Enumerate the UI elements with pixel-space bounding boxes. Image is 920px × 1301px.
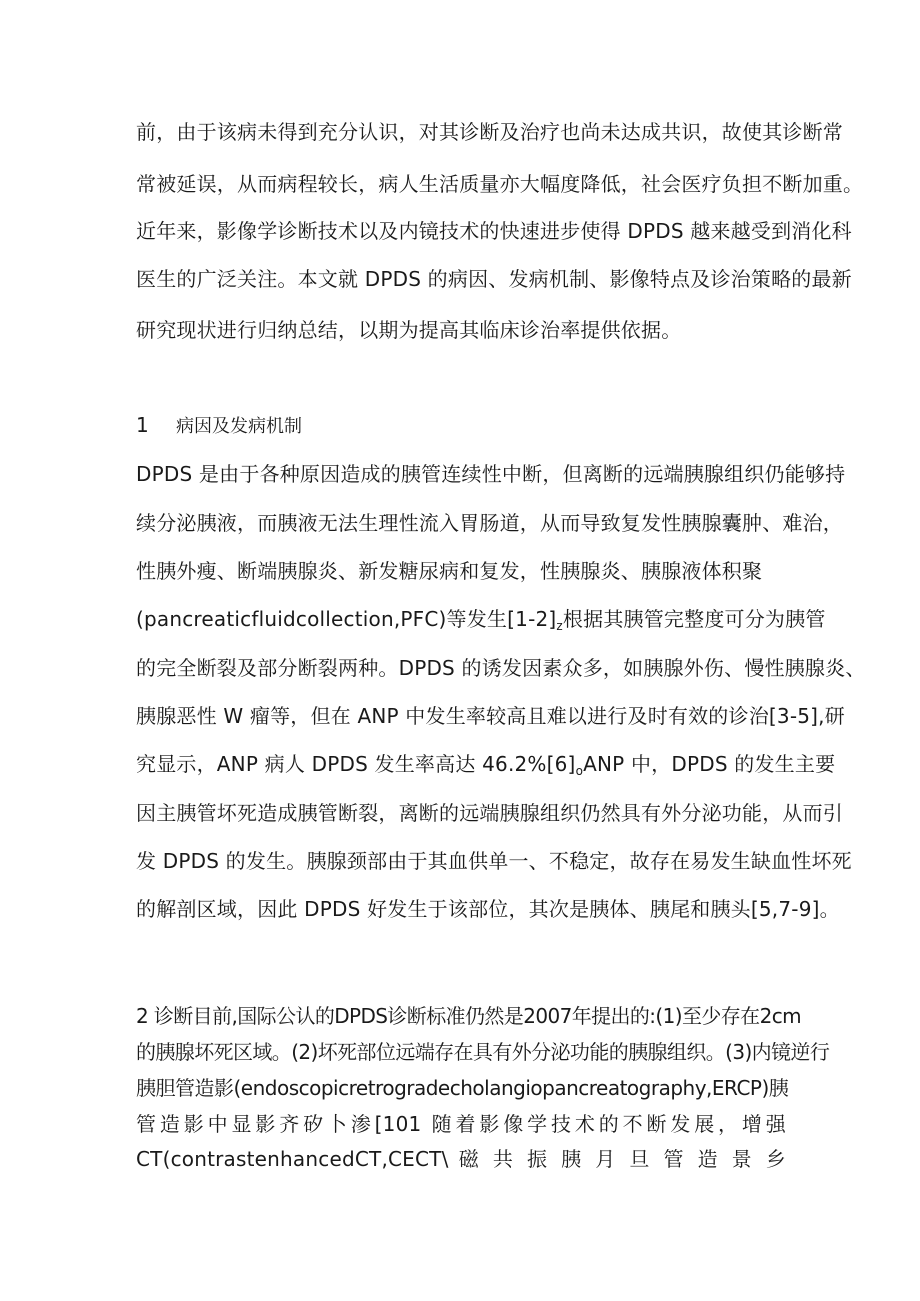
intro-line-2: 常被延误，从而病程较长，病人生活质量亦大幅度降低，社会医疗负担不断加重。 xyxy=(136,172,864,196)
section-1-line-5: 的完全断裂及部分断裂两种。DPDS 的诱发因素众多，如胰腺外伤、慢性胰腺炎、 xyxy=(136,656,866,680)
section-1-line-4-tail: 根据其胰管完整度可分为胰管 xyxy=(562,607,826,631)
section-1-line-10: 的解剖区域，因此 DPDS 好发生于该部位，其次是胰体、胰尾和胰头[5,7-9]。 xyxy=(136,897,840,921)
intro-line-5: 研究现状进行归纳总结，以期为提高其临床诊治率提供依据。 xyxy=(136,318,682,342)
section-1-number: 1 xyxy=(136,413,149,437)
section-1-line-3: 性胰外瘦、断端胰腺炎、新发糖尿病和复发，性胰腺炎、胰腺液体积聚 xyxy=(136,559,763,583)
section-1-heading xyxy=(136,413,302,439)
section-2-line-1: 2 诊断目前,国际公认的DPDS诊断标准仍然是2007年提出的:(1)至少存在2cm xyxy=(136,1004,801,1028)
section-1-line-7-tail: ANP 中，DPDS 的发生主要 xyxy=(583,752,836,776)
section-1-line-4-sub: z xyxy=(556,619,563,633)
section-1-line-7 xyxy=(136,752,835,783)
section-1-line-4-text: (pancreaticfluidcollection,PFC)等发生[1-2] xyxy=(136,607,557,631)
section-1-line-9: 发 DPDS 的发生。胰腺颈部由于其血供单一、不稳定，故存在易发生缺血性坏死 xyxy=(136,849,852,873)
section-2-line-3: 胰胆管造影(endoscopicretrogradecholangiopancreatography,ERCP)胰 xyxy=(136,1076,789,1100)
section-1-line-7-text: 究显示，ANP 病人 DPDS 发生率高达 46.2%[6] xyxy=(136,752,576,776)
section-2-line-2: 的胰腺坏死区域。(2)坏死部位远端存在具有外分泌功能的胰腺组织。(3)内镜逆行 xyxy=(136,1040,830,1064)
intro-line-4: 医生的广泛关注。本文就 DPDS 的病因、发病机制、影像特点及诊治策略的最新 xyxy=(136,267,852,291)
section-1-line-6: 胰腺恶性 W 瘤等，但在 ANP 中发生率较高且难以进行及时有效的诊治[3-5],研 xyxy=(136,704,845,728)
section-2-line-4: 管造影中显影齐矽卜渗[101 随着影像学技术的不断发展，增强 xyxy=(136,1112,786,1136)
section-2-line-5: CT(contrastenhancedCT,CECT\ 磁 共 振 胰 月 旦 管 造 景 乡 xyxy=(136,1147,786,1171)
section-1-line-2: 续分泌胰液，而胰液无法生理性流入胃肠道，从而导致复发性胰腺囊肿、难治， xyxy=(136,511,843,535)
section-1-title: 病因及发病机制 xyxy=(176,416,302,437)
section-1-line-4 xyxy=(136,607,826,638)
section-1-line-8: 因主胰管坏死造成胰管断裂，离断的远端胰腺组织仍然具有外分泌功能，从而引 xyxy=(136,801,843,825)
section-1-line-1: DPDS 是由于各种原因造成的胰管连续性中断，但离断的远端胰腺组织仍能够持 xyxy=(136,462,846,486)
intro-line-3: 近年来，影像学诊断技术以及内镜技术的快速进步使得 DPDS 越来越受到消化科 xyxy=(136,219,852,243)
intro-line-1: 前，由于该病未得到充分认识，对其诊断及治疗也尚未达成共识，故使其诊断常 xyxy=(136,120,843,144)
section-1-line-7-sub: o xyxy=(575,764,584,778)
